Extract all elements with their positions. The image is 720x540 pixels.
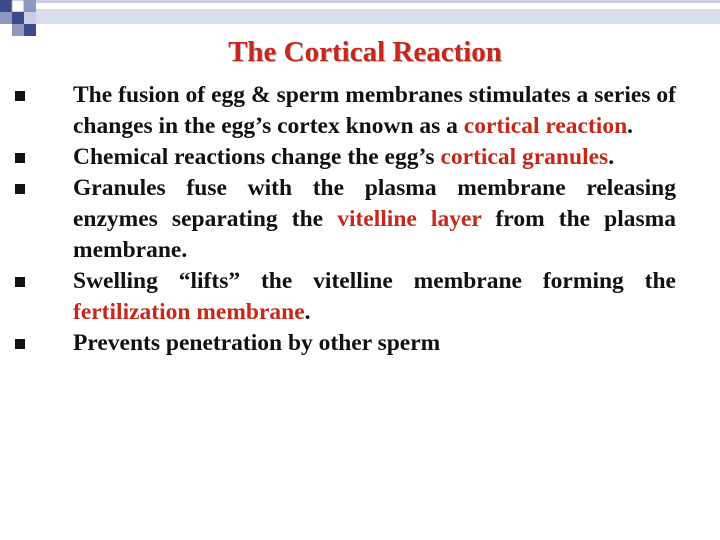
square-bullet-icon: [15, 153, 25, 163]
bullet-text: [73, 328, 676, 359]
bullet-text-segment: The fusion of egg & sperm membranes stimulates a series of changes in the egg’s cortex known as a: [73, 82, 676, 139]
bullet-item: [0, 80, 720, 142]
bullet-text-segment: Prevents penetration by other sperm: [73, 330, 441, 356]
bullet-list: [0, 80, 720, 359]
highlight-term: cortical granules: [440, 144, 609, 170]
bullet-text-segment: .: [608, 144, 615, 170]
bullet-text-segment: .: [627, 113, 634, 139]
highlight-term: vitelline layer: [337, 206, 482, 232]
bullet-text: [73, 80, 676, 142]
bullet-item: [0, 328, 720, 359]
bullet-text-segment: from the plasma membrane.: [73, 206, 676, 263]
bullet-item: [0, 173, 720, 266]
square-bullet-icon: [15, 277, 25, 287]
bullet-text-segment: Swelling “lifts” the vitelline membrane forming the: [73, 268, 676, 294]
highlight-term: cortical reaction: [463, 113, 628, 139]
slide-title: The Cortical Reaction: [228, 36, 502, 68]
bullet-text: [73, 142, 676, 173]
bullet-item: [0, 142, 720, 173]
bullet-text-segment: Granules fuse with the plasma membrane releasing enzymes separating the: [73, 175, 676, 232]
bullet-text-segment: .: [304, 299, 311, 325]
bullet-item: [0, 266, 720, 328]
square-bullet-icon: [15, 184, 25, 194]
bullet-text: [73, 266, 676, 328]
square-bullet-icon: [15, 91, 25, 101]
highlight-term: fertilization membrane: [73, 299, 305, 325]
bullet-text-segment: Chemical reactions change the egg’s: [73, 144, 441, 170]
bullet-text: [73, 173, 676, 266]
square-bullet-icon: [15, 339, 25, 349]
